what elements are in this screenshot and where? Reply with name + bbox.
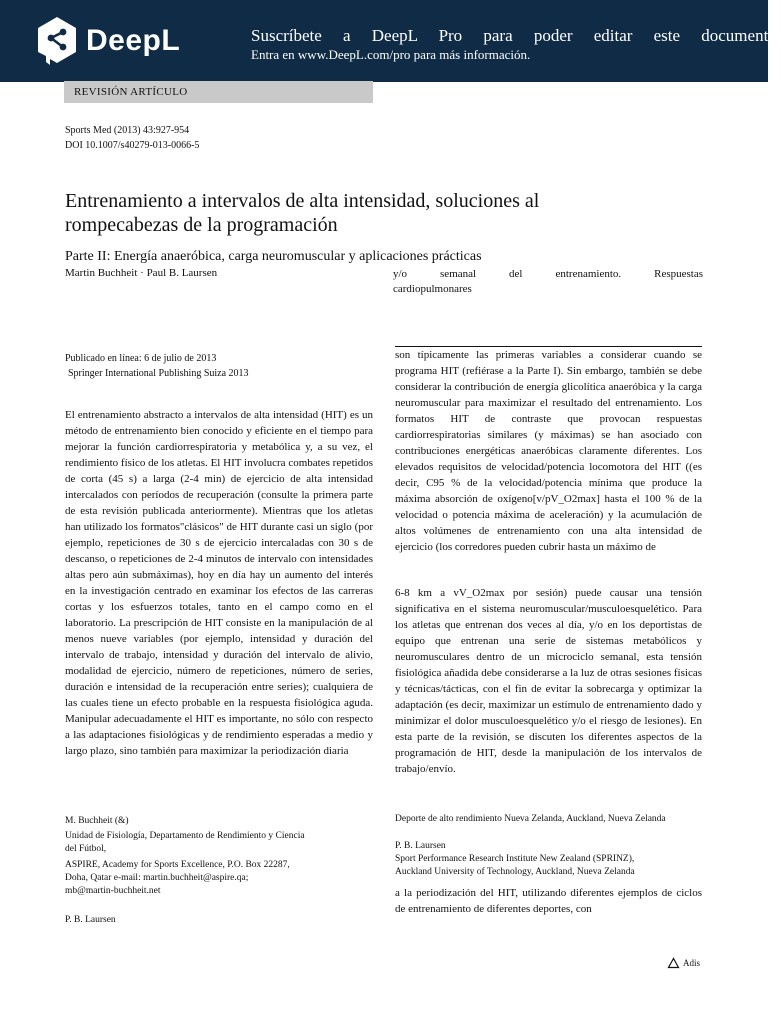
affiliation-line: Unidad de Fisiología, Departamento de Rendimiento y Ciencia — [65, 831, 305, 841]
article-title — [65, 189, 625, 237]
copyright: Springer International Publishing Suiza 2013 — [68, 368, 249, 379]
affiliation-line: Sport Performance Research Institute New Zealand (SPRINZ), — [395, 854, 635, 864]
second-author: P. B. Laursen — [65, 915, 116, 925]
right-column-paragraph-1: son típicamente las primeras variables a considerar cuando se programa HIT (refiérase a la Parte I). Sin embargo, también se debe considerar la contribución de energía glicolítica anaeróbica y la carga neuromuscular para maximizar el resultado del entrenamiento. Los formatos HIT de contraste que provocan respuestas cardiorrespiratorias similares (y máximas) se han asociado con contribuciones energéticas anaeróbicas claramente diferentes. Los elevados requisitos de velocidad/potencia locomotora del HIT ((es decir, C95 % de la velocidad/potencia mínima que produce la máxima absorción de oxígeno[v/pV_O2max] hasta el 100 % de la velocidad o potencia máxima de aceleración) y la acumulación de altos volúmenes de entrenamiento con una alta intensidad de ejercicio (los corredores pueden cubrir hasta un máximo de — [395, 349, 702, 553]
word: entrenamiento. — [555, 268, 622, 280]
publisher-name: Adis — [683, 958, 701, 968]
affiliation-line: Doha, Qatar e-mail: martin.buchheit@aspire.qa; — [65, 873, 249, 883]
right-column-paragraph-3: a la periodización del HIT, utilizando diferentes ejemplos de ciclos de entrenamiento de diferentes deportes, con — [395, 887, 702, 915]
laursen-author: P. B. Laursen — [395, 841, 446, 851]
promo-word: documento. — [701, 26, 781, 45]
promo-word: Pro — [438, 26, 463, 45]
promo-headline[interactable] — [251, 26, 781, 46]
affiliation-line: del Fútbol, — [65, 844, 107, 854]
top-right-line-2: cardiopulmonares — [393, 283, 472, 295]
doi: DOI 10.1007/s40279-013-0066-5 — [65, 140, 200, 151]
promo-word: Suscríbete — [251, 26, 322, 45]
deepl-banner[interactable] — [0, 0, 781, 82]
deepl-logo-icon — [36, 16, 78, 66]
citation-block — [65, 123, 199, 153]
article-subtitle: Parte II: Energía anaeróbica, carga neuromuscular y aplicaciones prácticas — [65, 249, 482, 264]
affiliation-line: ASPIRE, Academy for Sports Excellence, P.O. Box 22287, — [65, 860, 290, 870]
publication-info — [65, 351, 249, 381]
right-column-top-text — [393, 267, 703, 297]
promo-word: para — [483, 26, 513, 45]
promo-word: este — [653, 26, 681, 45]
affiliation-line: mb@martin-buchheit.net — [65, 886, 161, 896]
word: del — [509, 268, 523, 280]
top-right-line-1 — [393, 267, 703, 282]
adis-triangle-icon — [668, 958, 679, 968]
promo-link-text[interactable]: Entra en www.DeepL.com/pro para más información. — [251, 47, 531, 62]
abstract-text: El entrenamiento abstracto a intervalos de alta intensidad (HIT) es un método de entrenamiento bien conocido y eficiente en el tiempo para mejorar la función cardiorrespiratoria y metabólica y, a su vez, el rendimiento físico de los atletas. El HIT involucra combates repetidos de corta (45 s) a larga (2-4 min) de ejercicio de alta intensidad intercalados con períodos de recuperación (consulte la primera parte de esta revisión publicada anteriormente). Mientras que los atletas han utilizado los formatos"clásicos" de HIT durante casi un siglo (por ejemplo, repeticiones de 30 s de ejercicio intercaladas con 30 s de descanso, o repeticiones de 2-4 minutos de intervalo con intensidades altas pero aún submáximas), hoy en día hay un aumento del interés en la investigación centrado en examinar los efectos de las carreras cortas y los esfuerzos totales, tanto en el campo como en el laboratorio. La prescripción de HIT consiste en la manipulación de al menos nueve variables (por ejemplo, intensidad y duración del intervalo de trabajo, intensidad y duración del intervalo de alivio, modalidad de ejercicio, número de repeticiones, número de series, duración e intensidad de la recuperación entre series); cualquiera de las cuales tiene un efecto probable en la respuesta fisiológica aguda. Manipular adecuadamente el HIT es importante, no sólo con respecto a las adaptaciones fisiológicas y de rendimiento esperadas a medio y largo plazo, sino también para maximizar la periodización diaria — [65, 409, 373, 757]
deepl-logo[interactable] — [36, 16, 180, 66]
promo-word: editar — [593, 26, 633, 45]
author-list: Martin Buchheit · Paul B. Laursen — [65, 267, 218, 279]
title-line-2: rompecabezas de la programación — [65, 214, 338, 236]
word: y/o — [393, 268, 408, 280]
title-line-1: Entrenamiento a intervalos de alta intensidad, soluciones al — [65, 190, 540, 212]
published-online: Publicado en línea: 6 de julio de 2013 — [65, 353, 217, 364]
right-column-paragraph-2: 6-8 km a vV_O2max por sesión) puede causar una tensión significativa en el sistema neuromuscular/musculoesquelético. Para los atletas que entrenan dos veces al día, y/o en los deportistas de equipo que entrenan una serie de sistemas metabólicos y neuromusculares dentro de un microciclo semanal, esta tensión fisiológica añadida debe considerarse a la luz de otras sesiones físicas y técnicas/tácticas, con el fin de evitar la sobrecarga y optimizar la adaptación (es decir, maximizar un estímulo de entrenamiento dado y minimizar el dolor musculoesquelético y/o el riesgo de lesiones). En esta parte de la revisión, se discuten los diferentes aspectos de la programación de HIT, desde la manipulación de los intervalos de trabajo/envío. — [395, 587, 702, 775]
article-type-label: REVISIÓN ARTÍCULO — [64, 81, 373, 103]
left-affiliations — [65, 815, 373, 927]
promo-word: poder — [533, 26, 573, 45]
affiliation-line: Auckland University of Technology, Auckland, Nueva Zelanda — [395, 867, 635, 877]
promo-word: a — [343, 26, 351, 45]
corresponding-author: M. Buchheit (&) — [65, 816, 129, 826]
publisher-logo — [668, 958, 700, 968]
right-affiliations — [395, 813, 705, 879]
affiliation-line: Deporte de alto rendimiento Nueva Zelanda, Auckland, Nueva Zelanda — [395, 814, 666, 824]
word: semanal — [440, 268, 477, 280]
deepl-logo-text: DeepL — [86, 24, 181, 57]
journal-citation: Sports Med (2013) 43:927-954 — [65, 125, 190, 136]
word: Respuestas — [654, 268, 703, 280]
promo-word: DeepL — [371, 26, 418, 45]
